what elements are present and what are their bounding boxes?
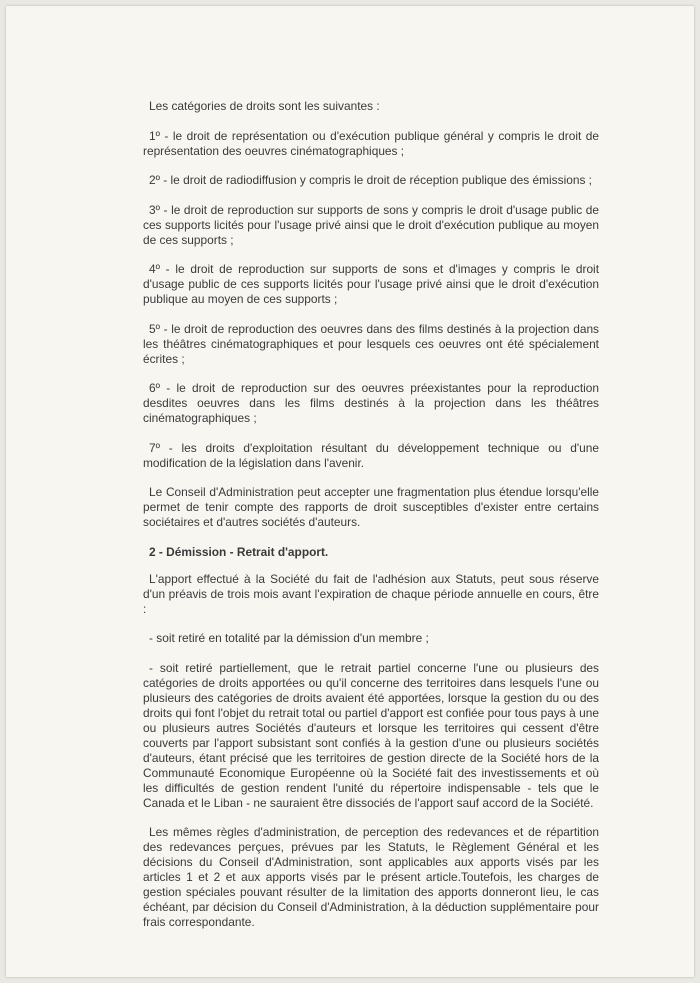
rights-item-1: 1º - le droit de représentation ou d'exécution publique général y compris le droit de représentation des oeuvres cinématographiques ; xyxy=(143,128,599,158)
rights-item-5: 5º - le droit de reproduction des oeuvres dans des films destinés à la projection dans les théâtres cinématographiques et pour lesquels ces oeuvres ont été spécialement écrites ; xyxy=(143,321,599,366)
rights-item-6: 6º - le droit de reproduction sur des oeuvres préexistantes pour la reproduction desdites oeuvres dans les films destinés à la projection dans les théâtres cinématographiques ; xyxy=(143,381,599,425)
final-paragraph: Les mêmes règles d'administration, de perception des redevances et de répartition des redevances perçues, prévues par les Statuts, le Règlement Général et les décisions du Conseil d'Administration, sont applicables aux apports visés par les articles 1 et 2 et aux apports visés par le présent article.Toutefois, les charges de gestion spéciales pouvant résulter de la limitation des apports donneront lieu, le cas échéant, par décision du Conseil d'Administration, à la déduction supplémentaire pour frais correspondante. xyxy=(143,825,599,929)
intro-paragraph: Les catégories de droits sont les suivantes : xyxy=(149,99,380,113)
document-body xyxy=(143,99,599,945)
rights-item-4: 4º - le droit de reproduction sur supports de sons et d'images y compris le droit d'usage public de ces supports licités pour l'usage privé ainsi que le droit d'exécution publique au moyen de ces supports ; xyxy=(143,262,599,306)
dash-item-retrait-partiel: - soit retiré partiellement, que le retrait partiel concerne l'une ou plusieurs des catégories de droits apportées ou qu'il concerne des territoires dans lesquels l'une ou plusieurs des catégories de droits avaient été apportées, lorsque la gestion du ou des droits qui font l'objet du retrait total ou partiel d'apport est confiée pour tous pays à une ou plusieurs autres Sociétés d'auteurs et lorsque les territoires qui cessent d'être couverts par l'apport subsistant sont confiés à la gestion d'une ou plusieurs sociétés d'auteurs, étant précisé que les territoires de gestion directe de la Société hors de la Communauté Economique Européenne où la Société fait des investissements et où les difficultés de gestion rendent l'unité du répertoire indispensable - tels que le Canada et le Liban - ne sauraient être dissociés de l'apport sauf accord de la Société. xyxy=(143,660,599,810)
rights-item-2: 2º - le droit de radiodiffusion y compris le droit de réception publique des émissions ; xyxy=(149,173,592,187)
fragmentation-paragraph: Le Conseil d'Administration peut accepter une fragmentation plus étendue lorsqu'elle permet de tenir compte des rapports de droit susceptibles d'exister entre certains sociétaires et d'autres sociétés d'auteurs. xyxy=(143,485,599,529)
dash-item-demission: - soit retiré en totalité par la démission d'un membre ; xyxy=(149,631,429,645)
section-heading: 2 - Démission - Retrait d'apport. xyxy=(149,544,329,559)
rights-item-3: 3º - le droit de reproduction sur supports de sons y compris le droit d'usage public de ces supports licités pour l'usage privé ainsi que le droit d'exécution publique au moyen de ces supports ; xyxy=(143,202,599,247)
rights-item-7: 7º - les droits d'exploitation résultant du développement technique ou d'une modification de la législation dans l'avenir. xyxy=(143,440,599,470)
document-page xyxy=(6,6,694,977)
apport-paragraph: L'apport effectué à la Société du fait de l'adhésion aux Statuts, peut sous réserve d'un préavis de trois mois avant l'expiration de chaque période annuelle en cours, être : xyxy=(143,571,599,616)
